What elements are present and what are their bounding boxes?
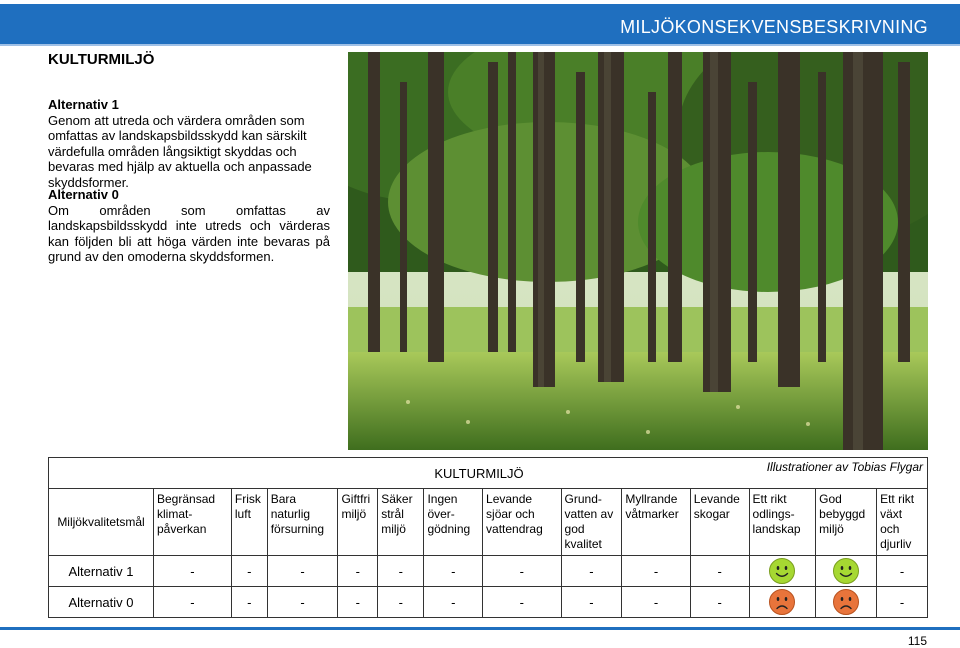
rating-cell	[749, 587, 816, 618]
rating-cell	[816, 587, 877, 618]
rating-cell: -	[483, 587, 562, 618]
row-header-label: Miljökvalitetsmål	[49, 489, 154, 556]
alternative-1-heading: Alternativ 1	[48, 97, 119, 112]
table-row-alternative-0	[49, 587, 928, 618]
forest-photo	[348, 52, 928, 450]
section-title: KULTURMILJÖ	[48, 51, 155, 68]
rating-cell: -	[378, 556, 424, 587]
column-header-row	[49, 489, 928, 556]
sad-smiley-icon	[832, 588, 860, 616]
rating-cell: -	[231, 556, 267, 587]
column-header: Begränsad klimat-påverkan	[154, 489, 232, 556]
column-header: God bebyggd miljö	[816, 489, 877, 556]
column-header: Ett rikt odlings-landskap	[749, 489, 816, 556]
header-bar	[0, 4, 960, 44]
alternative-0-text: Om områden som omfattas av landskapsbildsskydd inte utreds och värderas kan följden bli att höga värden inte bevaras på grund av den omoderna skyddsformen.	[48, 202, 330, 264]
footer-divider	[0, 627, 960, 630]
alternative-0-block	[48, 187, 330, 265]
illustration-credit: Illustrationer av Tobias Flygar	[766, 460, 923, 474]
column-header: Frisk luft	[231, 489, 267, 556]
column-header: Levande skogar	[690, 489, 749, 556]
rating-cell: -	[877, 587, 928, 618]
document-title: MILJÖKONSEKVENSBESKRIVNING	[620, 17, 928, 37]
rating-cell	[816, 556, 877, 587]
rating-cell: -	[267, 556, 338, 587]
header-divider	[0, 44, 960, 46]
rating-cell: -	[483, 556, 562, 587]
alternative-1-block	[48, 97, 330, 190]
rating-cell	[749, 556, 816, 587]
table-title: KULTURMILJÖ	[434, 466, 524, 481]
rating-cell: -	[561, 556, 622, 587]
table-row-alternative-1	[49, 556, 928, 587]
column-header: Ingen över-gödning	[424, 489, 483, 556]
environmental-goals-table	[48, 457, 928, 621]
page-number: 115	[907, 634, 927, 648]
happy-smiley-icon	[768, 557, 796, 585]
goals-matrix	[48, 488, 928, 618]
column-header: Myllrande våtmarker	[622, 489, 690, 556]
rating-cell: -	[338, 556, 378, 587]
row-label: Alternativ 1	[49, 556, 154, 587]
column-header: Bara naturlig försurning	[267, 489, 338, 556]
rating-cell: -	[622, 556, 690, 587]
column-header: Giftfri miljö	[338, 489, 378, 556]
alternative-0-heading: Alternativ 0	[48, 187, 119, 202]
column-header: Grund-vatten av god kvalitet	[561, 489, 622, 556]
sad-smiley-icon	[768, 588, 796, 616]
row-label: Alternativ 0	[49, 587, 154, 618]
happy-smiley-icon	[832, 557, 860, 585]
table-header	[48, 457, 928, 488]
column-header: Säker strål miljö	[378, 489, 424, 556]
rating-cell: -	[877, 556, 928, 587]
rating-cell: -	[424, 556, 483, 587]
rating-cell: -	[231, 587, 267, 618]
rating-cell: -	[424, 587, 483, 618]
rating-cell: -	[338, 587, 378, 618]
rating-cell: -	[267, 587, 338, 618]
rating-cell: -	[690, 587, 749, 618]
alternative-1-text: Genom att utreda och värdera områden som omfattas av landskapsbildsskydd kan särskilt värdefulla områden långsiktigt skyddas och bevaras med hjälp av aktuella och anpassade skyddsformer.	[48, 112, 312, 190]
rating-cell: -	[622, 587, 690, 618]
column-header: Levande sjöar och vattendrag	[483, 489, 562, 556]
rating-cell: -	[378, 587, 424, 618]
rating-cell: -	[154, 587, 232, 618]
rating-cell: -	[154, 556, 232, 587]
column-header: Ett rikt växt och djurliv	[877, 489, 928, 556]
rating-cell: -	[561, 587, 622, 618]
rating-cell: -	[690, 556, 749, 587]
